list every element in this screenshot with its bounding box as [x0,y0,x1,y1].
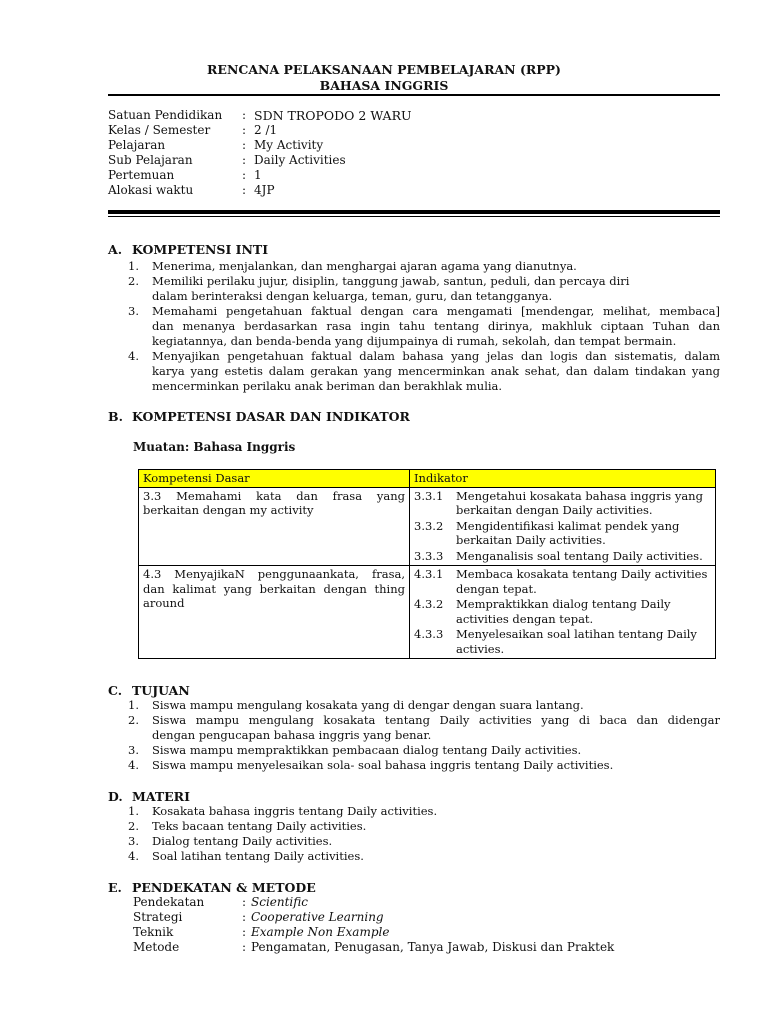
indicator-item [414,519,711,548]
method-separator: : [242,925,247,939]
indicator-number: 3.3.3 [414,548,444,563]
list-number: 4. [128,758,139,772]
list-text: dengan pengucapan bahasa inggris yang benar. [152,728,432,742]
identity-divider-thin [108,216,720,217]
table-row [139,566,716,659]
indicator-item [414,549,711,564]
indicator-text: Menyelesaikan soal latihan tentang Daily activies. [456,627,697,656]
list-number: 3. [128,834,139,848]
list-number: 3. [128,743,139,757]
section-letter: D. [108,789,123,804]
list-number: 1. [128,804,139,818]
list-text: Memiliki perilaku jujur, disiplin, tanggung jawab, santun, peduli, dan percaya diri [152,274,630,288]
indicator-number: 4.3.3 [414,627,444,641]
identity-value: My Activity [254,138,324,152]
identity-label: Sub Pelajaran [108,153,193,167]
indicator-item [414,489,711,518]
list-text: Siswa mampu menyelesaikan sola- soal bahasa inggris tentang Daily activities. [152,758,614,772]
section-title: KOMPETENSI INTI [132,242,269,257]
method-label: Metode [133,940,180,954]
indicator-number: 3.3.2 [414,518,444,533]
table-header-kd: Kompetensi Dasar [139,470,410,488]
kd-line: berkaitan dengan my activity [143,503,314,517]
kd-cell [139,487,410,566]
list-number: 1. [128,259,139,273]
list-text: dan menanya berdasarkan rasa ingin tahu tentang dirinya, makhluk ciptaan Tuhan dan [152,319,720,333]
section-d-heading [108,789,190,804]
indicator-cell [410,566,716,659]
section-e-heading [108,880,316,895]
competency-table [138,469,716,659]
indicator-number: 4.3.1 [414,567,444,581]
identity-separator: : [242,168,247,182]
header-divider [108,94,720,96]
identity-separator: : [242,108,247,122]
section-letter: B. [108,409,123,424]
list-text: kegiatannya, dan benda-benda yang dijumpainya di rumah, sekolah, dan tempat bermain. [152,334,677,348]
method-label: Pendekatan [133,895,205,909]
list-text: Dialog tentang Daily activities. [152,834,333,848]
method-separator: : [242,895,247,909]
indicator-text: Mempraktikkan dialog tentang Daily activities dengan tepat. [456,597,671,626]
indicator-text: Membaca kosakata tentang Daily activities dengan tepat. [456,567,708,596]
kd-line: dan kalimat yang berkaitan dengan thing [143,581,405,596]
list-number: 4. [128,849,139,863]
indicator-cell [410,487,716,566]
list-text: Menyajikan pengetahuan faktual dalam bahasa yang jelas dan logis dan sistematis, dalam [152,349,720,363]
method-separator: : [242,910,247,924]
identity-value: Daily Activities [254,153,346,167]
kd-line: around [143,596,185,610]
identity-separator: : [242,153,247,167]
document-title: RENCANA PELAKSANAAN PEMBELAJARAN (RPP) [207,62,561,77]
section-letter: C. [108,683,123,698]
section-letter: E. [108,880,122,895]
section-letter: A. [108,242,123,257]
method-value: Example Non Example [251,925,390,939]
identity-value: 1 [254,168,262,182]
list-text: Soal latihan tentang Daily activities. [152,849,364,863]
list-text: Menerima, menjalankan, dan menghargai ajaran agama yang dianutnya. [152,259,577,273]
indicator-text: Mengetahui kosakata bahasa inggris yang berkaitan dengan Daily activities. [456,488,703,517]
indicator-item [414,567,711,596]
indicator-item [414,627,711,656]
section-title: PENDEKATAN & METODE [132,880,316,895]
list-number: 2. [128,274,139,288]
section-b-heading [108,409,410,424]
list-text: dalam berinteraksi dengan keluarga, teman, guru, dan tetangganya. [152,289,553,303]
list-number: 3. [128,304,139,318]
indicator-item [414,597,711,626]
list-number: 1. [128,698,139,712]
method-label: Teknik [133,925,174,939]
indicator-text: Mengidentifikasi kalimat pendek yang berkaitan Daily activities. [456,518,680,547]
table-row [139,487,716,566]
identity-separator: : [242,183,247,197]
list-number: 4. [128,349,139,363]
list-text: Teks bacaan tentang Daily activities. [152,819,367,833]
identity-value: 2 /1 [254,123,278,137]
indicator-number: 3.3.1 [414,488,444,503]
section-a-heading [108,242,268,257]
identity-separator: : [242,138,247,152]
method-value: Cooperative Learning [251,910,384,924]
list-number: 2. [128,819,139,833]
list-number: 2. [128,713,139,727]
method-value: Scientific [251,895,308,909]
list-text: Siswa mampu mengulang kosakata yang di dengar dengan suara lantang. [152,698,584,712]
method-value: Pengamatan, Penugasan, Tanya Jawab, Diskusi dan Praktek [251,940,615,954]
table-header-indikator: Indikator [410,470,716,488]
list-text: Siswa mampu mengulang kosakata tentang Daily activities yang di baca dan didengar [152,713,720,727]
table-header-row [139,470,716,488]
identity-label: Kelas / Semester [108,123,211,137]
identity-value: 4JP [254,183,275,197]
list-text: Kosakata bahasa inggris tentang Daily activities. [152,804,438,818]
document-subtitle: BAHASA INGGRIS [319,78,449,93]
method-label: Strategi [133,910,183,924]
list-text: Memahami pengetahuan faktual dengan cara mengamati [mendengar, melihat, membaca] [152,304,720,318]
identity-label: Pelajaran [108,138,166,152]
kd-line: 3.3 Memahami kata dan frasa yang [143,488,405,503]
list-text: karya yang estetis dalam gerakan yang mencerminkan anak sehat, dan dalam tindakan yang [152,364,720,378]
section-title: KOMPETENSI DASAR DAN INDIKATOR [132,409,410,424]
list-text: Siswa mampu mempraktikkan pembacaan dialog tentang Daily activities. [152,743,582,757]
method-separator: : [242,940,247,954]
section-title: MATERI [132,789,190,804]
kd-cell [139,566,410,659]
kd-line: 4.3 MenyajikaN penggunaankata, frasa, [143,567,405,581]
identity-value: SDN TROPODO 2 WARU [254,108,412,123]
section-title: TUJUAN [132,683,190,698]
identity-divider-thick [108,210,720,214]
muatan-label: Muatan: Bahasa Inggris [133,440,296,454]
list-text: mencerminkan perilaku anak beriman dan berakhlak mulia. [152,379,503,393]
indicator-number: 4.3.2 [414,597,444,611]
indicator-text: Menganalisis soal tentang Daily activities. [456,548,703,563]
section-c-heading [108,683,190,698]
identity-label: Alokasi waktu [108,183,194,197]
identity-separator: : [242,123,247,137]
identity-label: Pertemuan [108,168,175,182]
identity-label: Satuan Pendidikan [108,108,223,122]
